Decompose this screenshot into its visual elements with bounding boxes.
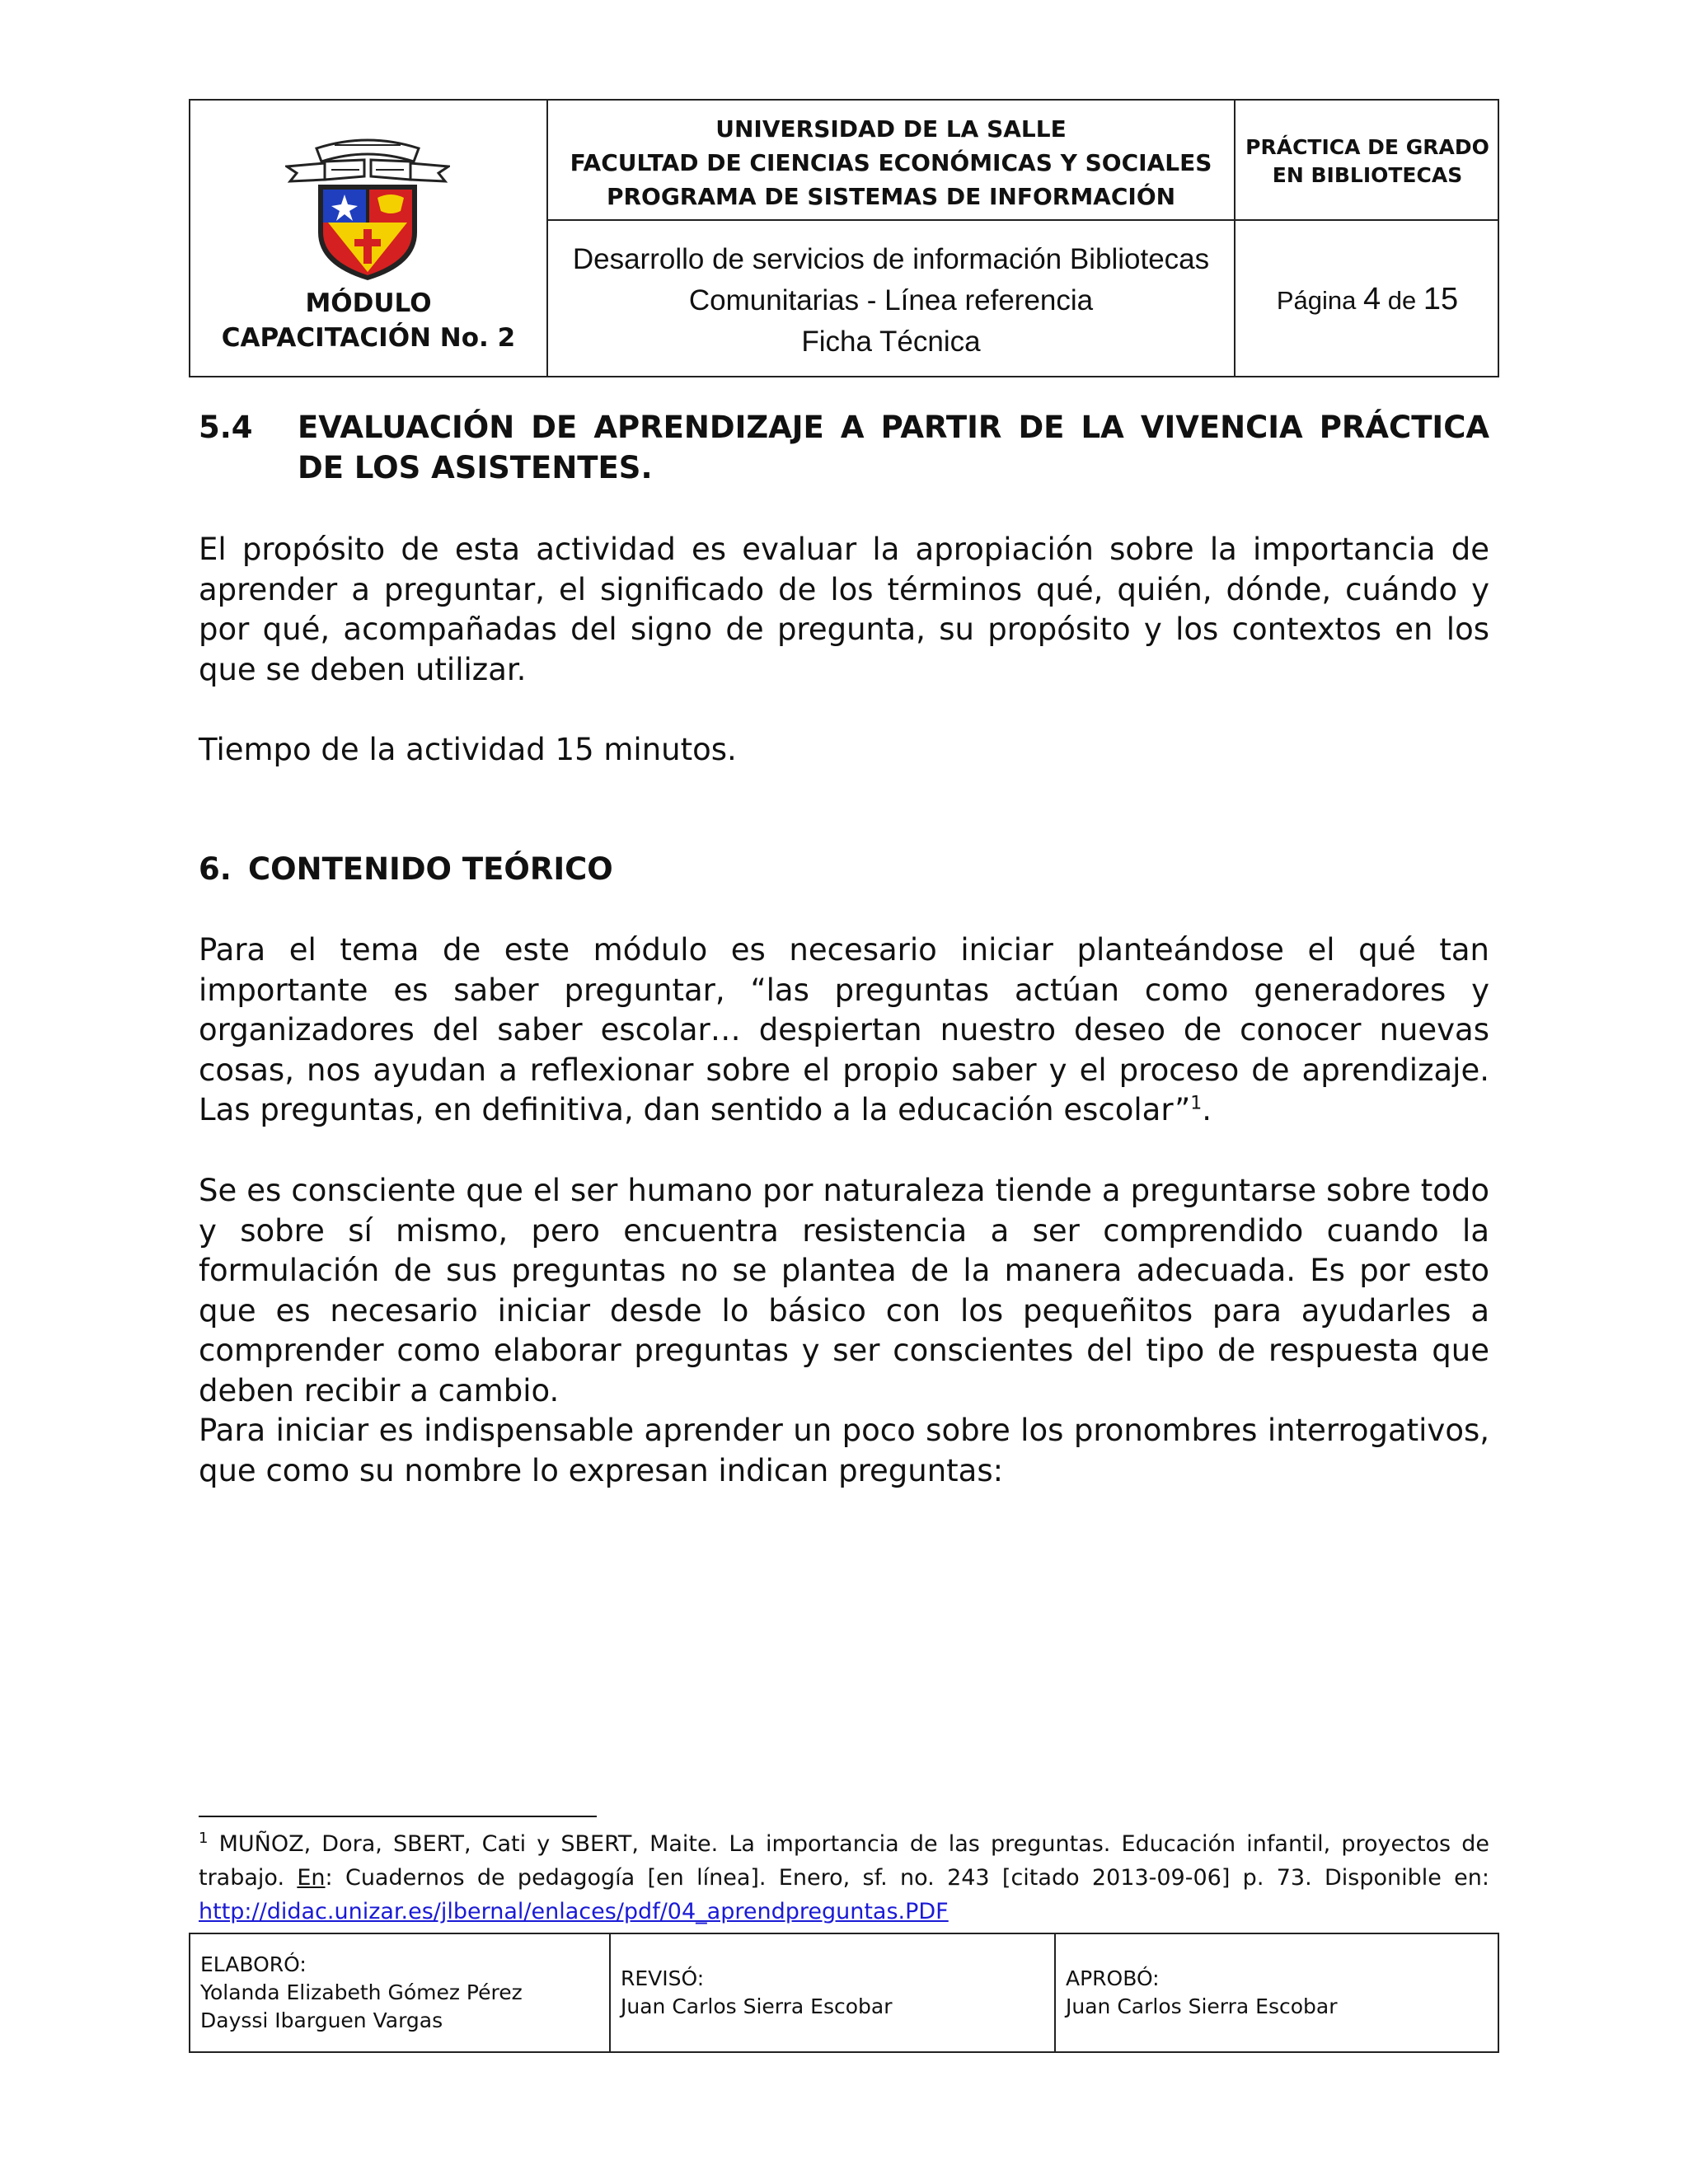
activity-time: Tiempo de la actividad 15 minutos. <box>199 732 737 767</box>
aprobo-label: APROBÓ: <box>1066 1966 1160 1990</box>
logo-cell <box>190 101 546 376</box>
section-title: EVALUACIÓN DE APRENDIZAJE A PARTIR DE LA VIVENCIA PRÁCTICA DE LOS ASISTENTES. <box>298 410 1489 485</box>
elaboro-label: ELABORÓ: <box>200 1952 307 1976</box>
paragraph-text: Para el tema de este módulo es necesario iniciar planteándose el qué tan importante es saber preguntar, “las preguntas actúan como generadores y organizadores del saber escolar… despiertan nuestro deseo de conocer nuevas cosas, nos ayudan a reflexionar sobre el propio saber y el proceso de aprendizaje. Las preguntas, en definitiva, dan sentido a la educación escolar” <box>199 932 1489 1127</box>
page-label: Página <box>1276 286 1357 315</box>
footnote <box>199 1827 1489 1929</box>
footnote-number: 1 <box>199 1830 209 1847</box>
section-title: CONTENIDO TEÓRICO <box>248 851 613 887</box>
section-number: 5.4 <box>199 410 253 445</box>
faculty-name: FACULTAD DE CIENCIAS ECONÓMICAS Y SOCIALES <box>570 149 1212 176</box>
section-6-paragraph-1 <box>199 930 1489 1131</box>
elaboro-name: Yolanda Elizabeth Gómez Pérez <box>200 1980 523 2004</box>
description-cell <box>548 221 1234 377</box>
footnote-link[interactable]: http://didac.unizar.es/jlbernal/enlaces/pdf/04_aprendpreguntas.PDF <box>199 1899 949 1924</box>
section-5-4-heading <box>199 407 1489 488</box>
reviso-cell <box>611 1934 1054 2051</box>
program-name: PROGRAMA DE SISTEMAS DE INFORMACIÓN <box>606 183 1176 210</box>
page-total: 15 <box>1423 282 1459 316</box>
aprobo-name: Juan Carlos Sierra Escobar <box>1066 1994 1338 2018</box>
practice-line: PRÁCTICA DE GRADO <box>1245 135 1489 159</box>
page-current: 4 <box>1363 282 1381 316</box>
university-name: UNIVERSIDAD DE LA SALLE <box>715 115 1067 143</box>
section-6-paragraph-2: Se es consciente que el ser humano por naturaleza tiende a preguntarse sobre todo y sobre sí mismo, pero encuentra resistencia a ser comprendido cuando la formulación de sus preguntas no se plantea de la manera adecuada. Es por esto que es necesario iniciar desde lo básico con los pequeñitos para ayudarles a comprender como elaborar preguntas y ser conscientes del tipo de respuesta que deben recibir a cambio. <box>199 1173 1489 1408</box>
practice-cell <box>1236 101 1499 219</box>
page-number-cell <box>1236 221 1499 377</box>
footer-table <box>189 1933 1499 2053</box>
elaboro-name: Dayssi Ibarguen Vargas <box>200 2008 443 2032</box>
footnote-text: : Cuadernos de pedagogía [en línea]. Enero, sf. no. 243 [citado 2013-09-06] p. 73. Disponible en: <box>325 1865 1489 1891</box>
elaboro-cell <box>190 1934 609 2051</box>
footnote-en: En <box>297 1865 326 1891</box>
aprobo-cell <box>1056 1934 1498 2051</box>
university-shield-logo <box>285 134 450 282</box>
reviso-name: Juan Carlos Sierra Escobar <box>621 1994 893 2018</box>
section-6-heading <box>199 850 613 889</box>
module-title: MÓDULO <box>305 288 432 318</box>
footnote-reference[interactable]: 1 <box>1190 1093 1203 1114</box>
footnote-text: MUÑOZ, Dora, SBERT, Cati y SBERT, Maite. La importancia de las preguntas. Educación infantil, proyectos de trabajo. <box>199 1831 1489 1891</box>
description-line: Desarrollo de servicios de información Bibliotecas <box>572 243 1210 275</box>
paragraph-end: . <box>1202 1092 1212 1127</box>
section-6-paragraph-3: Para iniciar es indispensable aprender un poco sobre los pronombres interrogativos, que como su nombre lo expresan indican preguntas: <box>199 1413 1489 1488</box>
module-subtitle: CAPACITACIÓN No. 2 <box>221 323 516 353</box>
section-5-4-paragraph: El propósito de esta actividad es evaluar la apropiación sobre la importancia de aprender a preguntar, el significado de los términos qué, quién, dónde, cuándo y por qué, acompañadas del signo de pregunta, su propósito y los contextos en los que se deben utilizar. <box>199 532 1489 687</box>
practice-line: EN BIBLIOTECAS <box>1272 163 1463 187</box>
description-line: Comunitarias - Línea referencia <box>688 284 1094 316</box>
institution-cell <box>548 101 1234 219</box>
reviso-label: REVISÓ: <box>621 1966 705 1990</box>
footnote-separator <box>199 1816 597 1817</box>
header-table <box>189 99 1499 377</box>
section-number: 6. <box>199 851 232 887</box>
page-of: de <box>1387 286 1417 315</box>
description-line: Ficha Técnica <box>801 326 981 358</box>
